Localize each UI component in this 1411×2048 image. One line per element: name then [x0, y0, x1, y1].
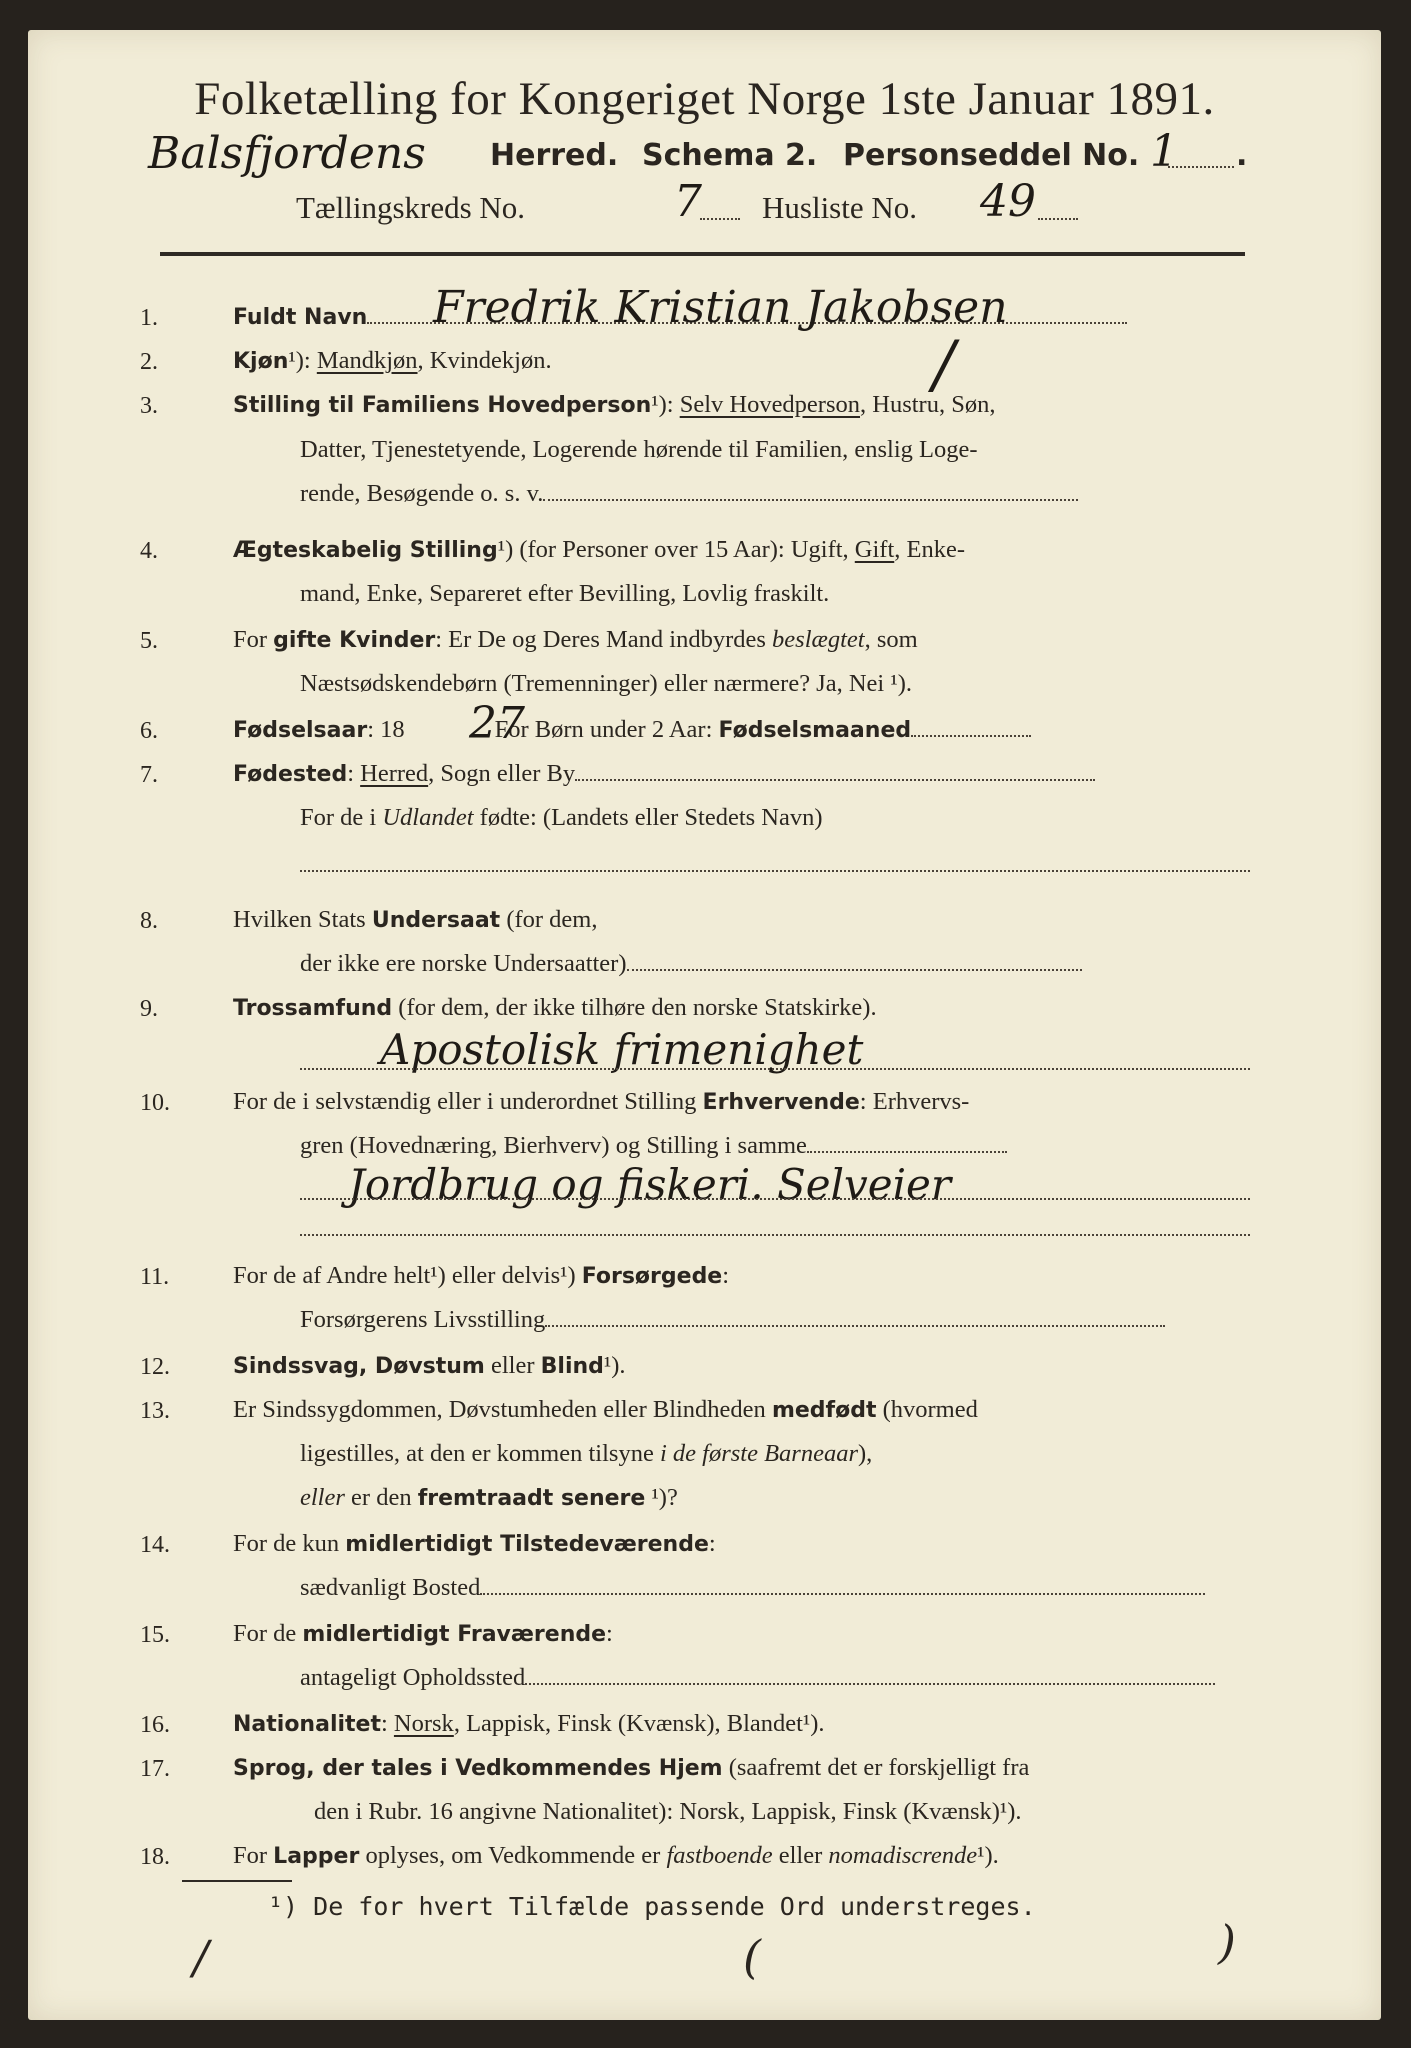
row-13-c: (hvormed [876, 1396, 978, 1423]
row-13-l3c: fremtraadt senere [417, 1486, 646, 1511]
row-5-italic: beslægtet [772, 626, 865, 653]
husliste-label: Husliste No. [762, 190, 917, 225]
row-18-f: nomadiscrende [828, 1842, 978, 1869]
row-2-number: 2. [140, 349, 158, 375]
row-11-l2: Forsørgerens Livsstilling [300, 1306, 546, 1333]
row-17 [233, 1756, 1029, 1781]
row-3-number: 3. [140, 393, 158, 419]
row-11-c: : [722, 1262, 730, 1289]
pencil-mark-left: / [193, 1930, 209, 1984]
row-17-number: 17. [140, 1756, 170, 1782]
row-7-line-2 [300, 806, 823, 831]
row-7-dots [575, 771, 1095, 781]
row-5-line-2: Næstsødskendebørn (Tremenninger) eller nærmere? Ja, Nei ¹). [300, 670, 912, 697]
row-13-label: medfødt [771, 1398, 877, 1423]
row-10-number: 10. [140, 1090, 170, 1116]
row-2 [233, 349, 552, 374]
row-16-colon: : [380, 1710, 394, 1737]
row-15-number: 15. [140, 1622, 170, 1648]
row-11-a: For de af Andre helt¹) eller delvis¹) [233, 1262, 582, 1289]
row-5 [233, 628, 918, 653]
row-15-label: midlertidigt Fraværende [302, 1622, 607, 1647]
header-rule [160, 252, 1245, 256]
row-4-line-2: mand, Enke, Separeret efter Bevilling, Lovlig fraskilt. [300, 580, 830, 607]
personseddel-end: . [1236, 138, 1248, 173]
row-12-number: 12. [140, 1354, 170, 1380]
row-13-l3d: ¹)? [645, 1484, 678, 1511]
row-10-dots-3 [300, 1226, 1250, 1236]
row-14-label: midlertidigt Tilstedeværende [345, 1532, 709, 1557]
row-13-l3a: eller [300, 1484, 345, 1511]
row-3-rest: , Hustru, Søn, [860, 391, 996, 418]
row-8-line-2 [300, 952, 1082, 977]
row-10-line-2 [300, 1134, 1007, 1159]
row-11-number: 11. [140, 1264, 170, 1290]
footnote-rule [182, 1880, 292, 1882]
row-18-number: 18. [140, 1844, 170, 1870]
row-17-line-2: den i Rubr. 16 angivne Nationalitet): Norsk, Lappisk, Finsk (Kvænsk)¹). [314, 1798, 1022, 1825]
census-form [28, 30, 1381, 2020]
row-12-b: eller [484, 1352, 541, 1379]
row-1-number: 1. [140, 305, 158, 331]
row-13-number: 13. [140, 1398, 170, 1424]
personseddel-label: Personseddel No. [843, 138, 1140, 173]
row-8-label: Undersaat [371, 908, 501, 933]
kreds-label: Tællingskreds No. [296, 190, 526, 225]
row-3-line-3-text: rende, Besøgende o. s. v. [300, 480, 544, 507]
row-8-number: 8. [140, 908, 158, 934]
row-13-l2c: ), [857, 1440, 873, 1467]
row-1-label: Fuldt Navn [233, 305, 368, 330]
personseddel-dots [1168, 158, 1234, 168]
husliste-handwriting: 49 [980, 176, 1036, 227]
row-18 [233, 1844, 999, 1869]
row-7-selected: Herred [360, 760, 429, 787]
row-14-dots [480, 1585, 1205, 1595]
row-13-a: Er Sindssygdommen, Døvstumheden eller Blindheden [233, 1396, 772, 1423]
row-12-label: Sindssvag, Døvstum [233, 1354, 485, 1379]
row-10 [233, 1090, 969, 1115]
row-2-rest: , Kvindekjøn. [417, 347, 552, 374]
row-15-l2: antageligt Opholdssted [300, 1664, 526, 1691]
row-5-label: gifte Kvinder [273, 628, 436, 653]
row-9-number: 9. [140, 996, 158, 1022]
kreds-dots [700, 210, 740, 220]
row-4-selected: Gift [854, 536, 895, 563]
row-10-label: Erhvervende [702, 1090, 860, 1115]
row-12 [233, 1354, 626, 1379]
row-13-l3b: er den [344, 1484, 418, 1511]
row-13-line-3 [300, 1486, 678, 1511]
row-11 [233, 1264, 729, 1289]
row-7-label: Fødested [233, 762, 348, 787]
row-16 [233, 1712, 825, 1737]
form-title: Folketælling for Kongeriget Norge 1ste Januar 1891. [194, 73, 1215, 125]
row-13-line-2 [300, 1442, 872, 1467]
row-3 [233, 393, 995, 418]
personseddel-handwriting: 1 [1150, 126, 1178, 177]
row-2-selected: Mandkjøn [316, 347, 418, 374]
husliste-dots [1038, 210, 1078, 220]
row-3-dots [543, 491, 1078, 501]
footnote: ¹) De for hvert Tilfælde passende Ord understreges. [268, 1892, 1036, 1921]
row-6-text: For Børn under 2 Aar: [494, 716, 719, 743]
row-5-number: 5. [140, 628, 158, 654]
row-6-label: Fødselsaar [233, 718, 368, 743]
row-10-l2: gren (Hovednæring, Bierhverv) og Stilling i samme [300, 1132, 807, 1159]
row-15-line-2 [300, 1666, 1215, 1691]
row-8-l2: der ikke ere norske Undersaatter) [300, 950, 627, 977]
row-7-l2c: fødte: (Landets eller Stedets Navn) [473, 804, 823, 831]
row-18-c: oplyses, om Vedkommende er [359, 1842, 667, 1869]
row-8-c: (for dem, [500, 906, 598, 933]
row-7-rest: , Sogn eller By [428, 760, 576, 787]
row-5-text: : Er De og Deres Mand indbyrdes [435, 626, 773, 653]
row-6-handwriting: 27 [469, 698, 525, 749]
pencil-mark-middle: ( [743, 1930, 761, 1984]
row-8-dots [627, 961, 1082, 971]
row-11-line-2 [300, 1308, 1165, 1333]
pencil-mark-right: ) [1218, 1915, 1236, 1969]
row-13-l2a: ligestilles, at den er kommen tilsyne [300, 1440, 660, 1467]
row-17-b: (saafremt det er forskjelligt fra [722, 1754, 1030, 1781]
row-7-colon: : [347, 760, 361, 787]
row-6-number: 6. [140, 718, 158, 744]
row-1-handwriting: Fredrik Kristian Jakobsen [433, 282, 1008, 333]
row-4-number: 4. [140, 538, 158, 564]
row-9-label: Trossamfund [233, 996, 393, 1021]
row-4-rest: , Enke- [894, 536, 965, 563]
herred-handwriting: Balsfjordens [148, 128, 426, 179]
row-7-dots-2 [300, 862, 1250, 872]
row-9-dots [300, 1060, 1250, 1070]
row-6-dots [911, 727, 1031, 737]
row-18-a: For [233, 1842, 274, 1869]
row-10-c: : Erhvervs- [859, 1088, 970, 1115]
row-3-line-2: Datter, Tjenestetyende, Logerende hørende til Familien, enslig Loge- [300, 436, 978, 463]
row-7-l2a: For de i [300, 804, 383, 831]
row-15-c: : [606, 1620, 613, 1647]
row-2-label: Kjøn [233, 349, 289, 374]
herred-label: Herred. [490, 138, 619, 173]
row-2-stroke: / [933, 328, 955, 402]
row-12-label-2: Blind [540, 1354, 604, 1379]
row-6 [233, 718, 1031, 743]
kreds-handwriting: 7 [674, 176, 702, 227]
row-16-selected: Norsk [393, 1710, 454, 1737]
row-17-label: Sprog, der tales i Vedkommendes Hjem [233, 1756, 723, 1781]
row-13 [233, 1398, 978, 1423]
row-18-d: fastboende [666, 1842, 773, 1869]
row-3-selected: Selv Hovedperson [679, 391, 861, 418]
row-4-label: Ægteskabelig Stilling [233, 538, 498, 563]
row-5-end: , som [864, 626, 918, 653]
row-14-c: : [708, 1530, 716, 1557]
row-10-dots-2 [300, 1190, 1250, 1200]
row-3-line-3 [300, 482, 1078, 507]
row-14-line-2 [300, 1576, 1205, 1601]
row-9-text: (for dem, der ikke tilhøre den norske Statskirke). [392, 994, 877, 1021]
row-11-label: Forsørgede [581, 1264, 723, 1289]
row-11-dots [545, 1317, 1165, 1327]
row-4 [233, 538, 965, 563]
row-18-label: Lapper [273, 1844, 360, 1869]
row-15-a: For de [233, 1620, 303, 1647]
row-7-number: 7. [140, 762, 158, 788]
row-18-e: eller [772, 1842, 829, 1869]
row-3-footnote: ¹): [651, 391, 680, 418]
row-6-century: : 18 [367, 716, 405, 743]
row-16-rest: , Lappisk, Finsk (Kvænsk), Blandet¹). [453, 1710, 825, 1737]
row-14-number: 14. [140, 1532, 170, 1558]
row-9-handwriting: Apostolisk frimenighet [380, 1025, 864, 1074]
row-15-dots [525, 1675, 1215, 1685]
row-14-l2: sædvanligt Bosted [300, 1574, 481, 1601]
row-13-l2b: i de første Barneaar [659, 1440, 858, 1467]
row-16-number: 16. [140, 1712, 170, 1738]
row-2-footnote: ¹): [288, 347, 317, 374]
row-14 [233, 1532, 716, 1557]
row-9 [233, 996, 877, 1021]
row-8 [233, 908, 598, 933]
row-12-d: ¹). [603, 1352, 626, 1379]
row-10-dots [807, 1143, 1007, 1153]
row-3-label: Stilling til Familiens Hovedperson [233, 393, 652, 418]
row-10-handwriting: Jordbrug og fiskeri. Selveier [348, 1160, 951, 1209]
row-16-label: Nationalitet [233, 1712, 381, 1737]
row-5-a: For [233, 626, 274, 653]
row-15 [233, 1622, 613, 1647]
row-7-l2b: Udlandet [382, 804, 474, 831]
schema-label: Schema 2. [642, 138, 818, 173]
row-14-a: For de kun [233, 1530, 346, 1557]
row-18-g: ¹). [977, 1842, 999, 1869]
row-8-a: Hvilken Stats [233, 906, 372, 933]
row-10-a: For de i selvstændig eller i underordnet Stilling [233, 1088, 703, 1115]
row-6-label-2: Fødselsmaaned [718, 718, 912, 743]
row-7 [233, 762, 1095, 787]
row-4-text: ¹) (for Personer over 15 Aar): Ugift, [497, 536, 855, 563]
